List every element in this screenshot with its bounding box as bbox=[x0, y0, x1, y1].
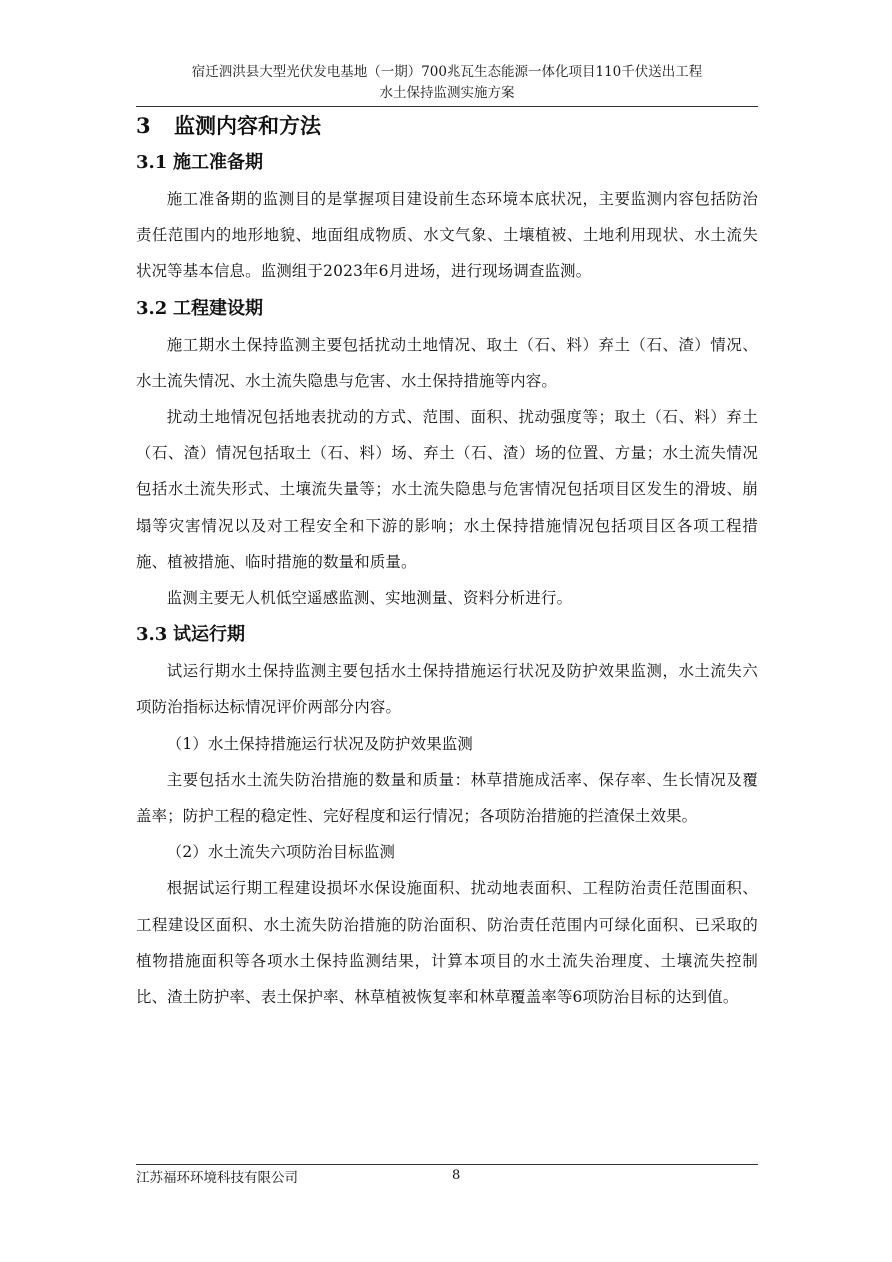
chapter-number: 3 bbox=[136, 113, 151, 138]
page-content bbox=[136, 108, 758, 1015]
section-heading-3-2 bbox=[136, 290, 758, 327]
section-title: 工程建设期 bbox=[173, 297, 263, 319]
paragraph: 施工准备期的监测目的是掌握项目建设前生态环境本底状况，主要监测内容包括防治责任范围内的地形地貌、地面组成物质、水文气象、土壤植被、土地利用现状、水土流失状况等基本信息。监测组于2023年6月进场，进行现场调查监测。 bbox=[136, 190, 758, 281]
header-document-title: 水土保持监测实施方案 bbox=[379, 85, 515, 101]
header-project-title: 宿迁泗洪县大型光伏发电基地（一期）700兆瓦生态能源一体化项目110千伏送出工程 bbox=[191, 64, 703, 80]
chapter-heading bbox=[136, 108, 758, 144]
subheading: （2）水土流失六项防治目标监测 bbox=[166, 843, 396, 862]
paragraph: 施工期水土保持监测主要包括扰动土地情况、取土（石、料）弃土（石、渣）情况、水土流失情况、水土流失隐患与危害、水土保持措施等内容。 bbox=[136, 335, 758, 390]
paragraph: 试运行期水土保持监测主要包括水土保持措施运行状况及防护效果监测，水土流失六项防治指标达标情况评价两部分内容。 bbox=[136, 662, 758, 717]
footer-divider bbox=[136, 1164, 758, 1165]
section-title: 施工准备期 bbox=[173, 152, 263, 173]
paragraph: 根据试运行期工程建设损坏水保设施面积、扰动地表面积、工程防治责任范围面积、工程建设区面积、水土流失防治措施的防治面积、防治责任范围内可绿化面积、已采取的植物措施面积等各项水土保持监测结果，计算本项目的水土流失治理度、土壤流失控制比、渣土防护率、表土保护率、林草植被恢复率和林草覆盖率等6项防治目标的达到值。 bbox=[136, 879, 758, 1007]
chapter-title: 监测内容和方法 bbox=[174, 113, 321, 138]
section-number: 3.2 bbox=[136, 297, 168, 319]
section-title: 试运行期 bbox=[173, 624, 245, 646]
paragraph: 监测主要无人机低空遥感监测、实地测量、资料分析进行。 bbox=[166, 589, 573, 608]
footer-company: 江苏福环环境科技有限公司 bbox=[136, 1170, 298, 1186]
paragraph: 主要包括水土流失防治措施的数量和质量：林草措施成活率、保存率、生长情况及覆盖率；防护工程的稳定性、完好程度和运行情况；各项防治措施的拦渣保土效果。 bbox=[136, 770, 758, 826]
section-heading-3-1 bbox=[136, 144, 758, 181]
section-number: 3.3 bbox=[136, 624, 168, 646]
page-header bbox=[136, 62, 758, 104]
subheading: （1）水土保持措施运行状况及防护效果监测 bbox=[166, 734, 474, 753]
section-heading-3-3 bbox=[136, 616, 758, 653]
paragraph: 扰动土地情况包括地表扰动的方式、范围、面积、扰动强度等；取土（石、料）弃土（石、渣）情况包括取土（石、料）场、弃土（石、渣）场的位置、方量；水土流失情况包括水土流失形式、土壤流失量等；水土流失隐患与危害情况包括项目区发生的滑坡、崩塌等灾害情况以及对工程安全和下游的影响；水土保持措施情况包括项目区各项工程措施、植被措施、临时措施的数量和质量。 bbox=[136, 408, 758, 571]
header-divider bbox=[136, 106, 758, 107]
section-number: 3.1 bbox=[136, 152, 168, 173]
page-number: 8 bbox=[452, 1168, 461, 1183]
